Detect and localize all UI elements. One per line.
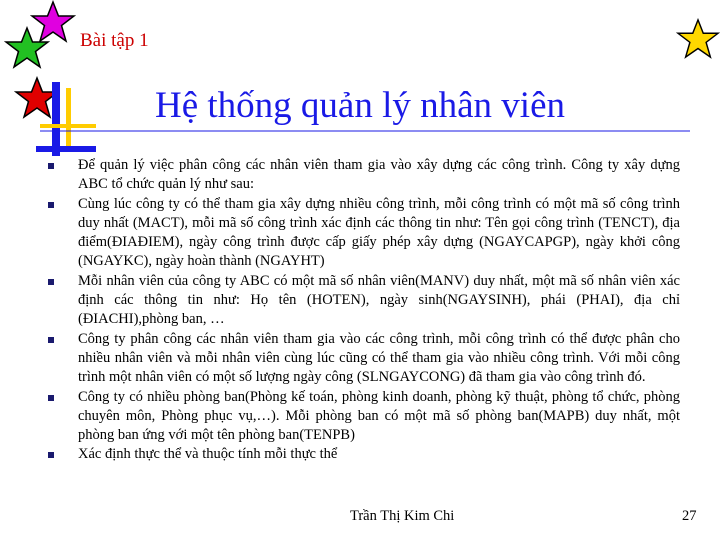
bullet-item: Mỗi nhân viên của công ty ABC có một mã số nhân viên(MANV) duy nhất, một mã số nhân viên xác định các thông tin như: Họ tên (HOTEN), ngày sinh(NGAYSINH), phái (PHAI), địa chỉ (ĐIACHI),phòng ban, …: [40, 272, 680, 330]
bullet-item: Để quản lý việc phân công các nhân viên tham gia vào xây dựng các công trình. Công ty xây dựng ABC tổ chức quản lý như sau:: [40, 156, 680, 195]
slide-kicker: Bài tập 1: [80, 30, 149, 51]
footer-author: Trần Thị Kim Chi: [350, 508, 455, 524]
page-number: 27: [682, 508, 697, 524]
decorative-bars: [0, 0, 720, 160]
bullet-item: Công ty phân công các nhân viên tham gia vào các công trình, mỗi công trình có thể được phân cho nhiều nhân viên và mỗi nhân viên cùng lúc cũng có thể tham gia vào nhiều công trình. Với mỗi công trình một nhân viên có một số lượng ngày công (SLNGAYCONG) đã tham gia vào công trình đó.: [40, 330, 680, 388]
bullet-item: Xác định thực thể và thuộc tính mỗi thực thể: [40, 445, 680, 464]
slide-title: Hệ thống quản lý nhân viên: [155, 85, 565, 126]
bar-blue-horizontal: [36, 146, 96, 152]
bullet-item: Cùng lúc công ty có thể tham gia xây dựng nhiều công trình, mỗi công trình có một mã số công trình duy nhất (MACT), mỗi mã số công trình xác định các thông tin như: Tên gọi công trình (TENCT), địa điểm(ĐIAĐIEM), ngày công trình được cấp giấy phép xây dựng (NGAYCAPGP), ngày khởi công (NGAYKC), ngày hoàn thành (NGAYHT): [40, 195, 680, 272]
bullet-item: Công ty có nhiều phòng ban(Phòng kế toán, phòng kinh doanh, phòng kỹ thuật, phòng tổ chức, phòng chuyên môn, Phòng phục vụ,…). Mỗi phòng ban có một mã số phòng ban(MAPB) duy nhất, một phòng ban ứng với một tên phòng ban(TENPB): [40, 388, 680, 446]
bullet-list: [40, 156, 680, 465]
